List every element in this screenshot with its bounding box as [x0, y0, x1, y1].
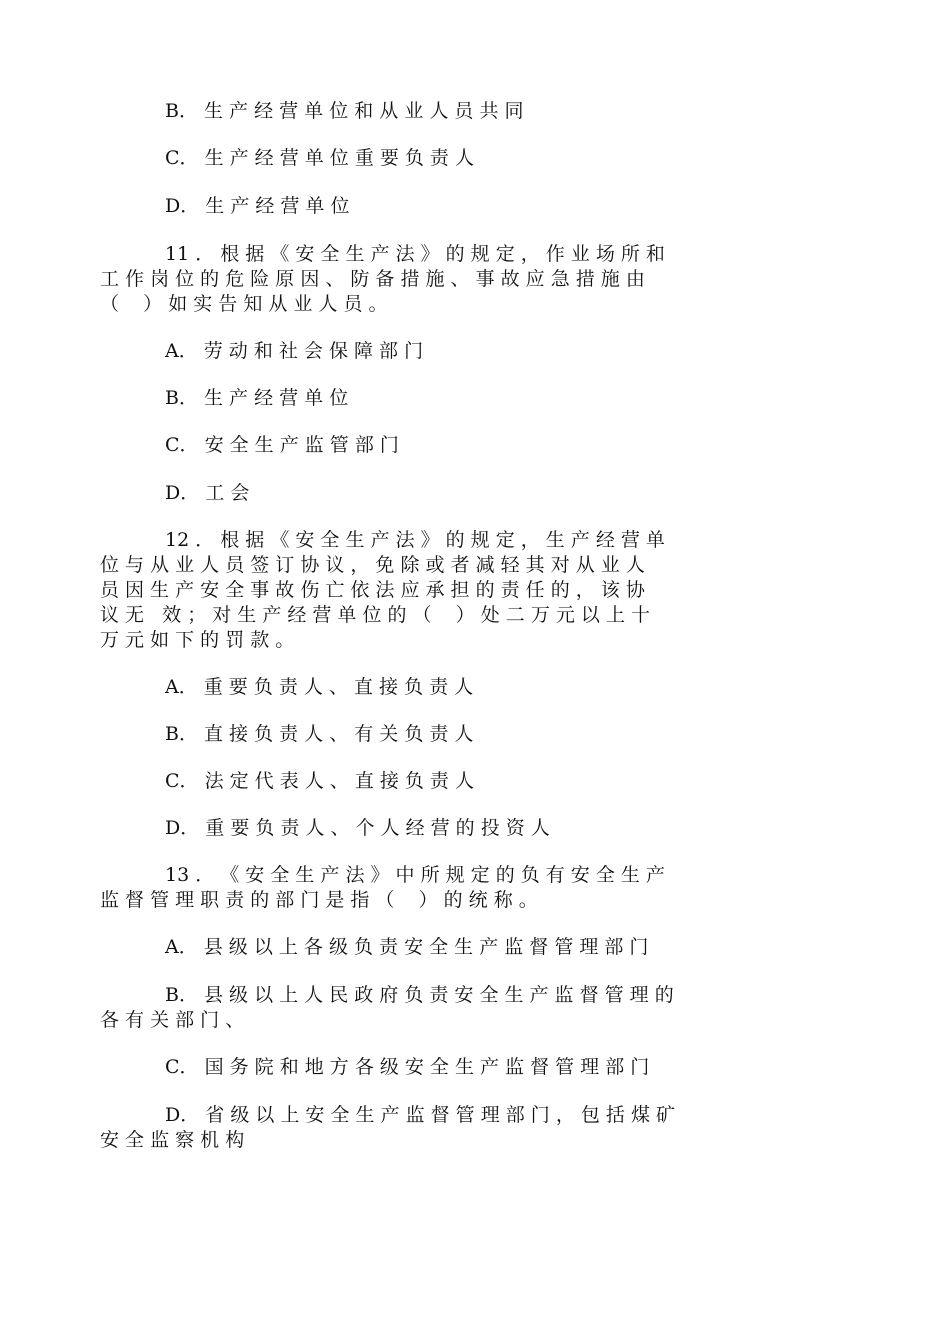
- option-c-q12: C． 法 定 代 表 人 、 直 接 负 责 人: [165, 770, 474, 792]
- option-b-q10: B． 生 产 经 营 单 位 和 从 业 人 员 共 同: [165, 100, 524, 122]
- option-b-q13-line-2: 各 有 关 部 门 、: [100, 1009, 245, 1031]
- question-12-line-3: 员 因 生 产 安 全 事 故 伤 亡 依 法 应 承 担 的 责 任 的 ， 该 协: [100, 579, 645, 601]
- option-d-q10: D． 生 产 经 营 单 位: [165, 195, 350, 217]
- option-d-q12: D． 重 要 负 责 人 、 个 人 经 营 的 投 资 人: [165, 817, 550, 839]
- question-12-line-4: 议 无 效 ； 对 生 产 经 营 单 位 的 （ ） 处 二 万 元 以 上 十: [100, 604, 650, 626]
- question-11-line-1: 11 ． 根 据 《 安 全 生 产 法 》 的 规 定 ， 作 业 场 所 和: [165, 243, 665, 265]
- option-c-q10: C． 生 产 经 营 单 位 重 要 负 责 人: [165, 147, 474, 169]
- option-a-q13: A． 县 级 以 上 各 级 负 责 安 全 生 产 监 督 管 理 部 门: [165, 936, 649, 958]
- option-d-q13-line-2: 安 全 监 察 机 构: [100, 1129, 245, 1151]
- option-c-q13: C． 国 务 院 和 地 方 各 级 安 全 生 产 监 督 管 理 部 门: [165, 1056, 650, 1078]
- question-12-line-1: 12 ． 根 据 《 安 全 生 产 法 》 的 规 定 ， 生 产 经 营 单: [165, 529, 665, 551]
- option-a-q11: A． 劳 动 和 社 会 保 障 部 门: [165, 340, 424, 362]
- question-11-line-3: （ ） 如 实 告 知 从 业 人 员 。: [100, 293, 388, 315]
- option-b-q12: B． 直 接 负 责 人 、 有 关 负 责 人: [165, 723, 474, 745]
- question-11-line-2: 工 作 岗 位 的 危 险 原 因 、 防 备 措 施 、 事 故 应 急 措 施 由: [100, 268, 645, 290]
- question-12-line-5: 万 元 如 下 的 罚 款 。: [100, 629, 295, 651]
- question-12-line-2: 位 与 从 业 人 员 签 订 协 议 ， 免 除 或 者 减 轻 其 对 从 业 人: [100, 554, 645, 576]
- question-13-line-1: 13 ． 《 安 全 生 产 法 》 中 所 规 定 的 负 有 安 全 生 产: [165, 864, 665, 886]
- option-d-q11: D． 工 会: [165, 482, 250, 504]
- option-a-q12: A． 重 要 负 责 人 、 直 接 负 责 人: [165, 676, 474, 698]
- option-b-q11: B． 生 产 经 营 单 位: [165, 387, 349, 409]
- option-d-q13-line-1: D． 省 级 以 上 安 全 生 产 监 督 管 理 部 门 ， 包 括 煤 矿: [165, 1104, 675, 1126]
- option-c-q11: C． 安 全 生 产 监 管 部 门: [165, 434, 399, 456]
- question-13-line-2: 监 督 管 理 职 责 的 部 门 是 指 （ ） 的 统 称 。: [100, 889, 538, 911]
- option-b-q13-line-1: B． 县 级 以 上 人 民 政 府 负 责 安 全 生 产 监 督 管 理 的: [165, 984, 674, 1006]
